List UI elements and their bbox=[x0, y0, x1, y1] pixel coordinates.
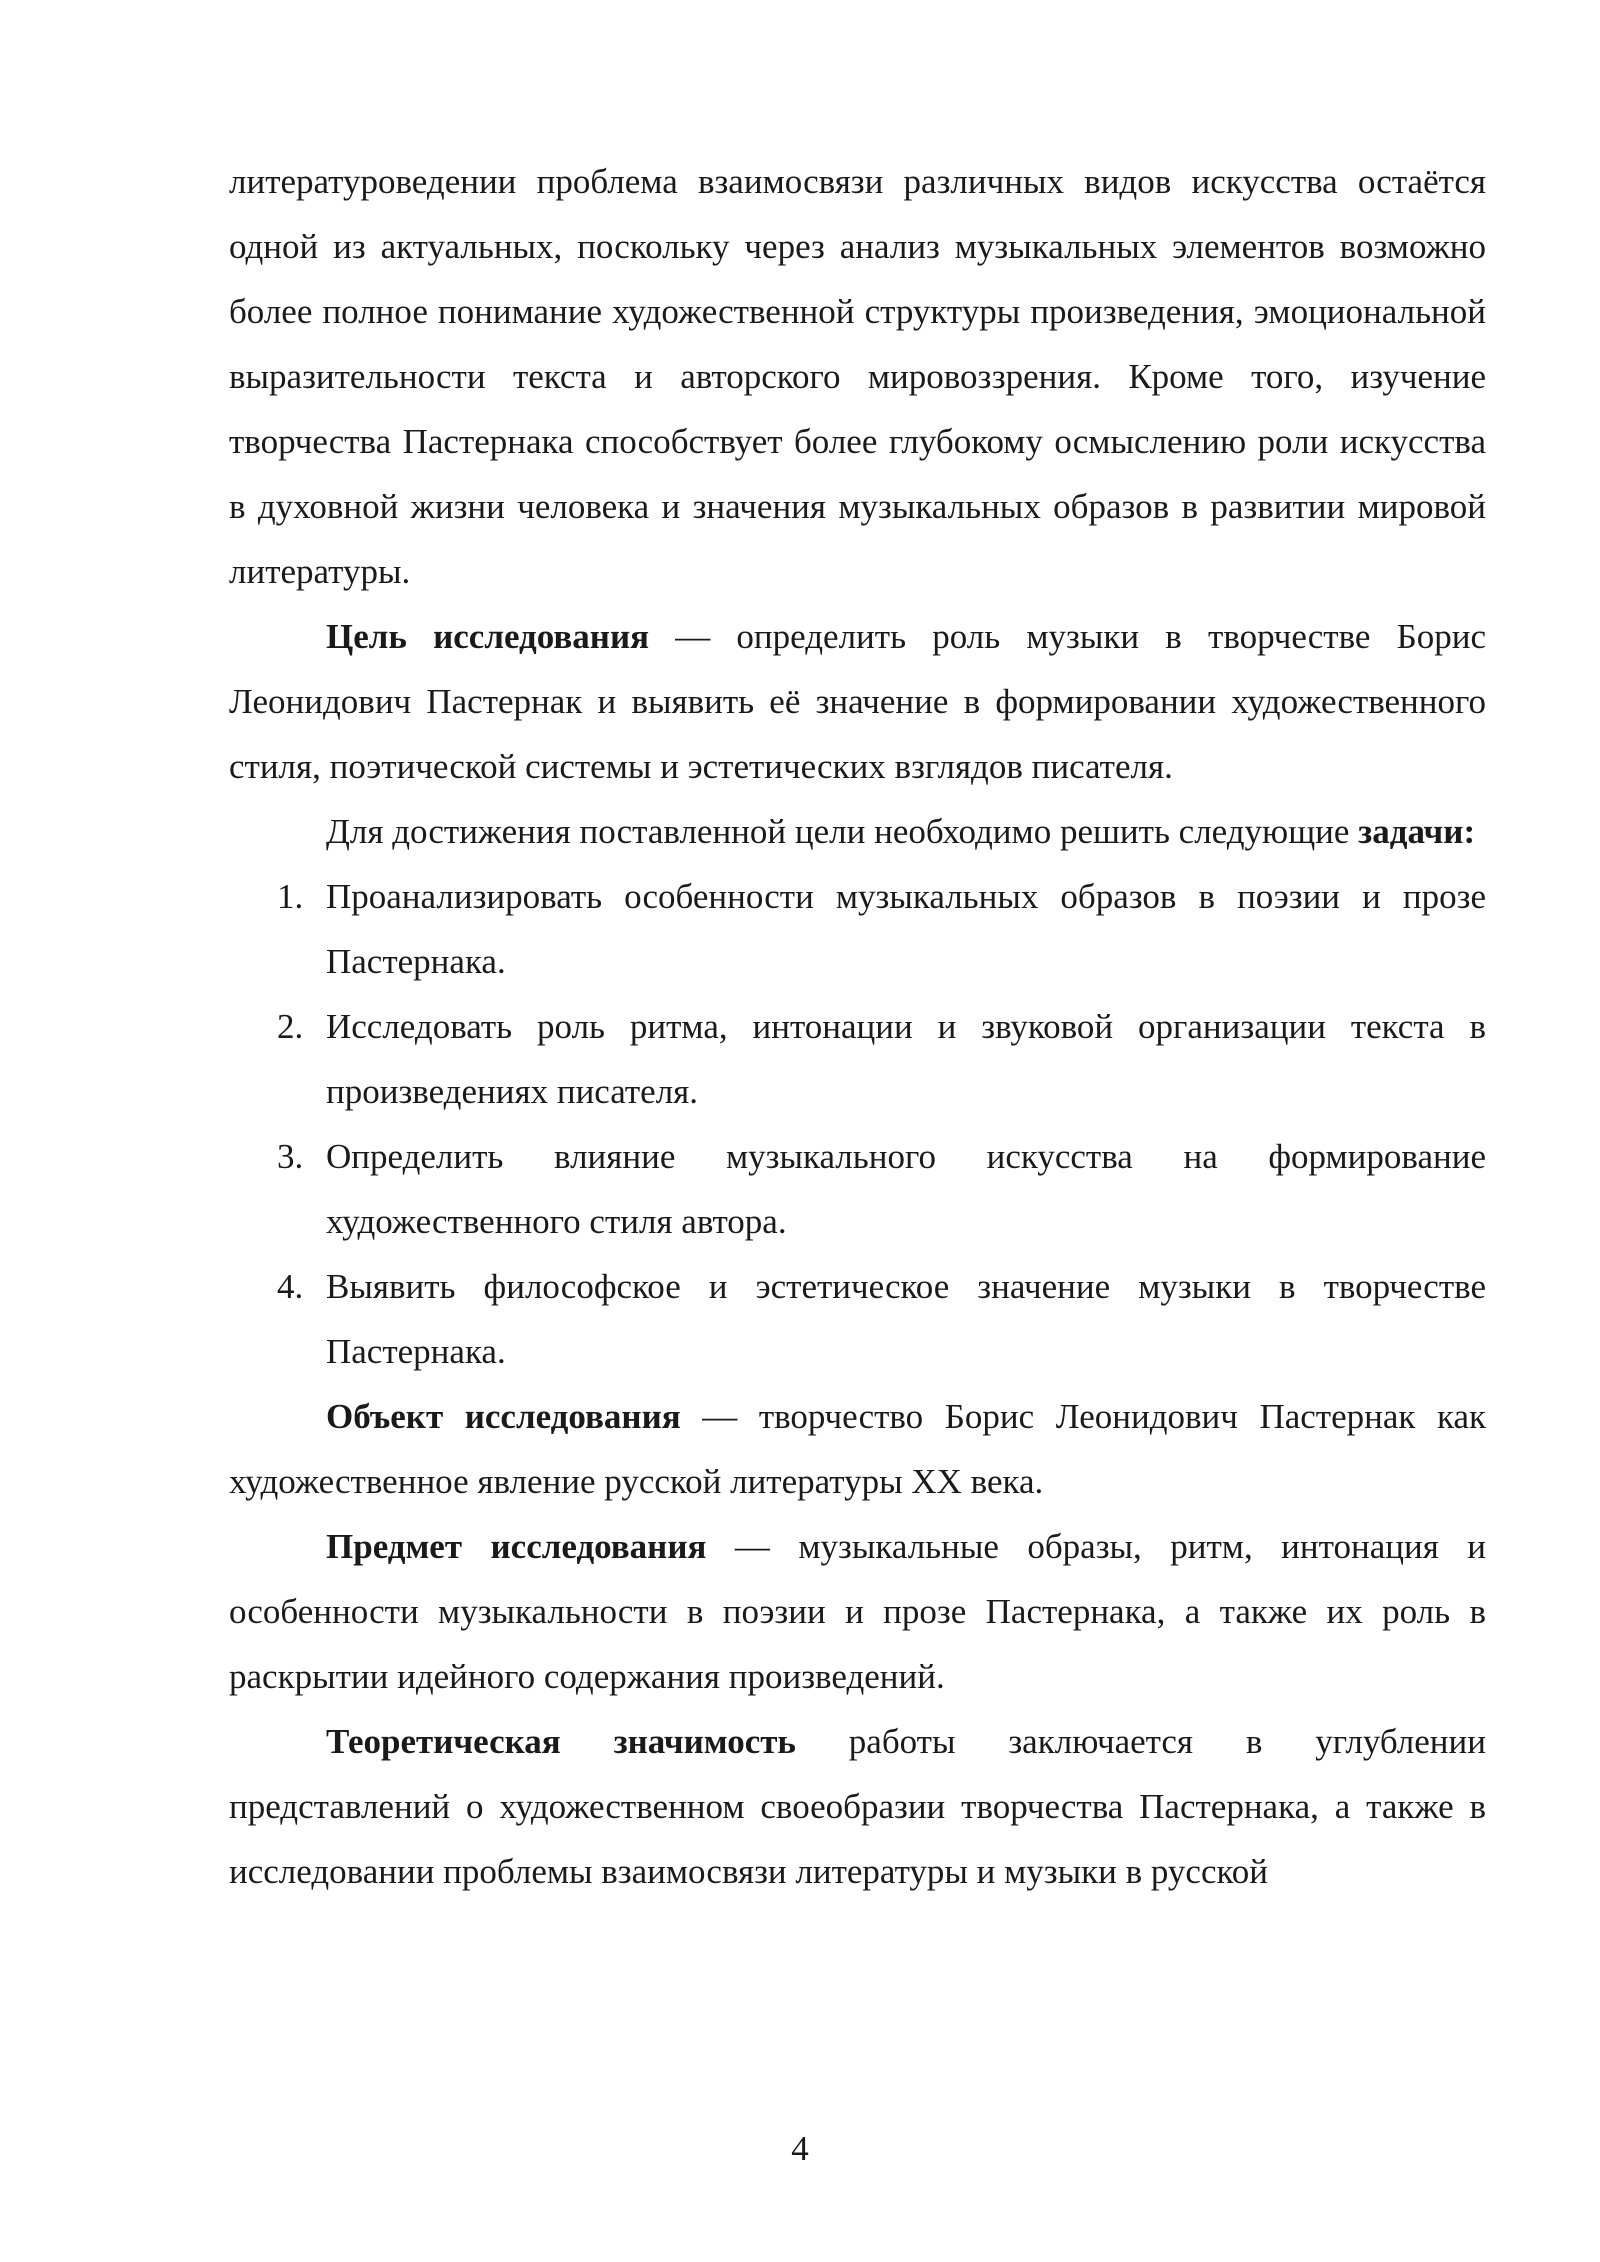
list-item-text: Проанализировать особенности музыкальных образов в поэзии и прозе Пастернака. bbox=[326, 877, 1486, 981]
page-text bbox=[229, 149, 1486, 1904]
list-item bbox=[229, 1124, 1486, 1254]
list-item-number: 1. bbox=[277, 877, 304, 916]
list-item-text: Определить влияние музыкального искусства на формирование художественного стиля автора. bbox=[326, 1137, 1486, 1241]
goal-label: Цель исследования bbox=[326, 617, 650, 656]
list-item-number: 4. bbox=[277, 1267, 304, 1306]
task-list bbox=[229, 864, 1486, 1384]
object-label: Объект исследования bbox=[326, 1397, 681, 1436]
list-item bbox=[229, 864, 1486, 994]
list-item-text: Исследовать роль ритма, интонации и звуковой организации текста в произведениях писателя. bbox=[326, 1007, 1486, 1111]
list-item bbox=[229, 994, 1486, 1124]
goal-text: — определить роль музыки в творчестве Борис Леонидович Пастернак и выявить её значение в формировании художественного стиля, поэтической системы и эстетических взглядов писателя. bbox=[229, 617, 1486, 786]
list-item bbox=[229, 1254, 1486, 1384]
object-paragraph bbox=[229, 1384, 1486, 1514]
object-text: — творчество Борис Леонидович Пастернак как художественное явление русской литературы XX века. bbox=[229, 1397, 1486, 1501]
theory-label: Теоретическая значимость bbox=[326, 1722, 796, 1761]
subject-label: Предмет исследования bbox=[326, 1527, 707, 1566]
list-item-number: 2. bbox=[277, 1007, 304, 1046]
page-number: 4 bbox=[791, 2129, 809, 2168]
tasks-intro-paragraph bbox=[229, 799, 1486, 864]
subject-paragraph bbox=[229, 1514, 1486, 1709]
goal-paragraph bbox=[229, 604, 1486, 799]
list-item-text: Выявить философское и эстетическое значение музыки в творчестве Пастернака. bbox=[326, 1267, 1486, 1371]
tasks-intro-text: Для достижения поставленной цели необходимо решить следующие bbox=[326, 812, 1359, 851]
subject-text: — музыкальные образы, ритм, интонация и особенности музыкальности в поэзии и прозе Пастернака, а также их роль в раскрытии идейного содержания произведений. bbox=[229, 1527, 1486, 1696]
intro-paragraph: литературоведении проблема взаимосвязи различных видов искусства остаётся одной из актуальных, поскольку через анализ музыкальных элементов возможно более полное понимание художественной структуры произведения, эмоциональной выразительности текста и авторского мировоззрения. Кроме того, изучение творчества Пастернака способствует более глубокому осмыслению роли искусства в духовной жизни человека и значения музыкальных образов в развитии мировой литературы. bbox=[229, 162, 1486, 591]
theory-text: работы заключается в углублении представлений о художественном своеобразии творчества Пастернака, а также в исследовании проблемы взаимосвязи литературы и музыки в русской bbox=[229, 1722, 1487, 1891]
theory-paragraph bbox=[229, 1709, 1486, 1904]
list-item-number: 3. bbox=[277, 1137, 304, 1176]
tasks-label: задачи: bbox=[1358, 812, 1476, 851]
